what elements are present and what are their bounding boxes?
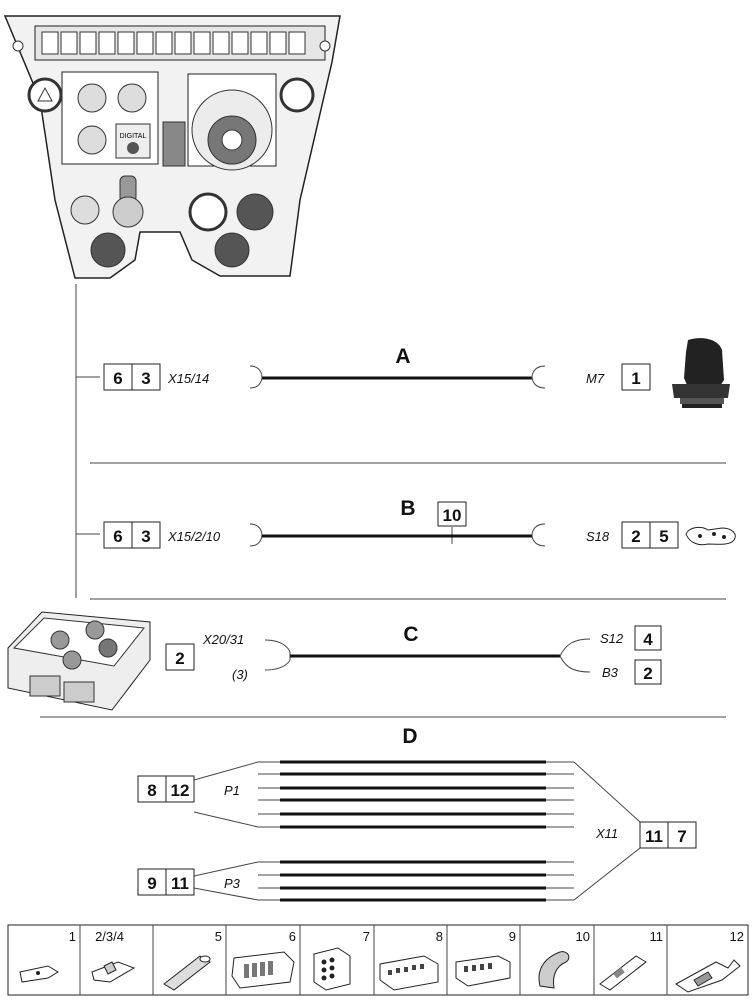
- ref-number: 2: [175, 649, 185, 668]
- ref-number: 10: [442, 506, 462, 525]
- section-a: [104, 338, 730, 408]
- switch-sensor-icon: [686, 527, 735, 544]
- ref-number: 6: [113, 527, 123, 546]
- part-number: 9: [508, 929, 516, 944]
- seat-icon: [672, 338, 730, 408]
- part-number: 8: [435, 929, 443, 944]
- part-number: 2/3/4: [95, 929, 124, 944]
- connector-label: X20/31: [203, 632, 245, 647]
- section-c-letter: C: [403, 623, 419, 646]
- connector-label: P3: [224, 876, 240, 891]
- connector-label: X15/14: [168, 371, 210, 386]
- multipin-connector-icon: [314, 948, 350, 990]
- part-number: 11: [649, 929, 663, 944]
- ref-number: 2: [643, 664, 653, 683]
- ref-number: 9: [147, 874, 157, 893]
- part-number: 12: [729, 929, 744, 944]
- ref-number: 1: [631, 369, 641, 388]
- digital-label: DIGITAL: [119, 133, 147, 140]
- ref-number: 11: [645, 827, 663, 846]
- ref-number: 5: [659, 527, 669, 546]
- section-b: [104, 497, 735, 548]
- connector-label: X15/2/10: [168, 529, 221, 544]
- section-d-letter: D: [402, 725, 418, 748]
- parts-strip: [8, 925, 748, 995]
- part-number: 1: [68, 929, 76, 944]
- part-number: 7: [362, 929, 370, 944]
- connector-label: M7: [586, 371, 605, 386]
- ref-number: 8: [147, 781, 157, 800]
- section-d: [138, 725, 696, 900]
- connector-label: X11: [596, 826, 619, 841]
- section-c: [8, 612, 661, 710]
- ref-number: 7: [677, 827, 687, 846]
- section-b-letter: B: [400, 497, 416, 520]
- ref-number: 2: [631, 527, 641, 546]
- dashboard-panel-icon: [5, 16, 340, 278]
- ref-number: 3: [141, 527, 151, 546]
- part-number: 5: [214, 929, 222, 944]
- connector-label: (3): [232, 667, 248, 682]
- ref-number: 6: [113, 369, 123, 388]
- 6-way-connector-icon: [232, 952, 294, 988]
- connector-label: P1: [224, 783, 240, 798]
- ref-number: 11: [171, 874, 189, 893]
- ref-number: 12: [170, 781, 190, 800]
- part-number: 6: [288, 929, 296, 944]
- ref-number: 3: [141, 369, 151, 388]
- harness-wires: [258, 762, 574, 900]
- ref-number: 4: [643, 630, 653, 649]
- section-a-letter: A: [395, 345, 411, 368]
- connector-label: S18: [586, 529, 610, 544]
- connector-label: S12: [600, 631, 624, 646]
- part-number: 10: [575, 929, 590, 944]
- connector-label: B3: [602, 665, 618, 680]
- instrument-cluster-icon: [8, 612, 150, 710]
